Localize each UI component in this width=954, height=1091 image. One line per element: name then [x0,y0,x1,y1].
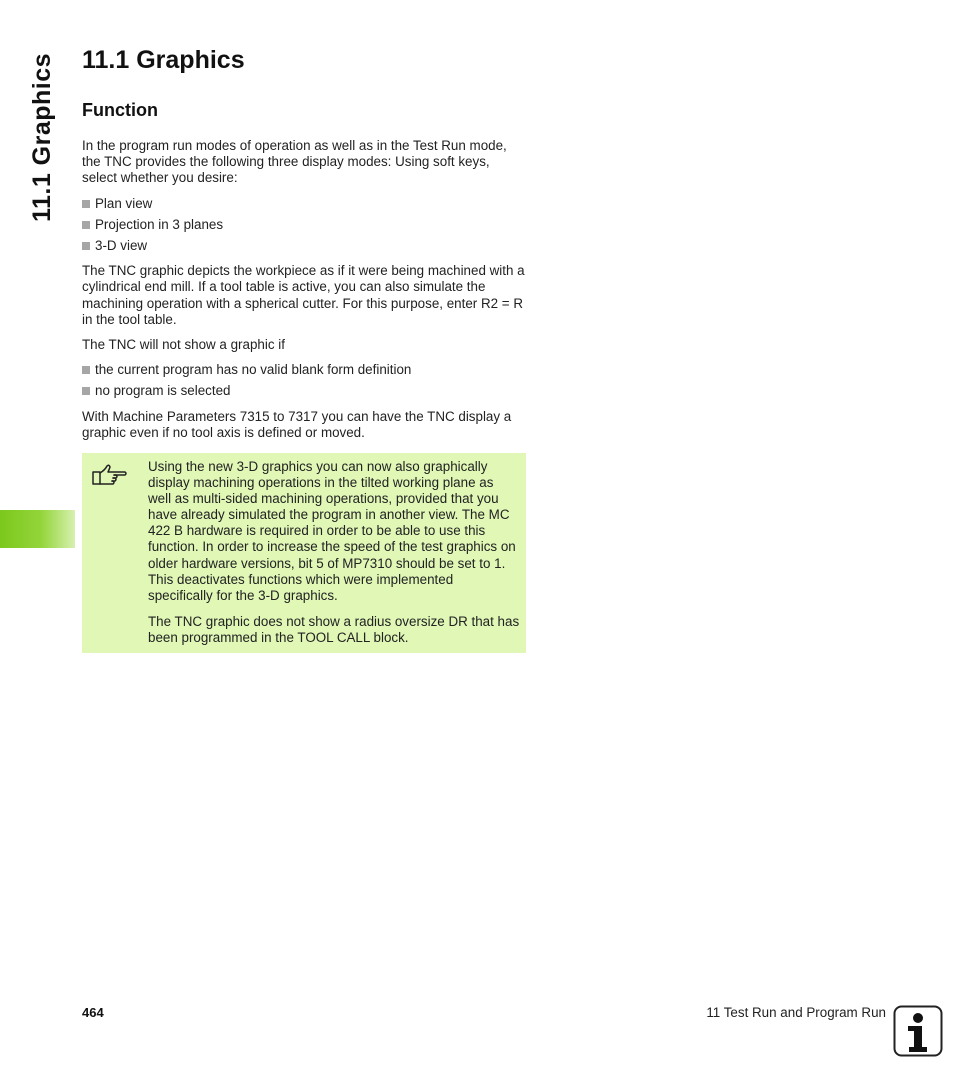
square-bullet-icon [82,242,90,250]
square-bullet-icon [82,387,90,395]
pointing-hand-icon [92,463,128,489]
display-modes-list [82,196,527,255]
list-item: Projection in 3 planes [82,217,527,233]
info-icon [893,1005,943,1057]
note-paragraph: The TNC graphic does not show a radius oversize DR that has been programmed in the TOOL CALL block. [148,613,520,645]
no-graphic-paragraph: The TNC will not show a graphic if [82,337,285,353]
page-title: 11.1 Graphics [82,46,245,74]
note-paragraph: Using the new 3-D graphics you can now also graphically display machining operations in the tilted working plane as well as multi-sided machining operations, provided that you have already simulated the program in another view. The MC 422 B hardware is required in order to be able to use this function. In order to increase the speed of the test graphics on older hardware versions, bit 5 of MP7310 should be set to 1. This deactivates functions which were implemented specifically for the 3-D graphics. [148,459,516,603]
square-bullet-icon [82,200,90,208]
note-box [82,453,526,653]
conditions-list [82,362,527,399]
note-text [148,459,520,656]
list-item: no program is selected [82,383,527,399]
square-bullet-icon [82,221,90,229]
intro-paragraph: In the program run modes of operation as well as in the Test Run mode, the TNC provides the following three display modes: Using soft keys, select whether you desire: [82,138,507,186]
list-item: 3-D view [82,238,527,254]
chapter-tab-marker [0,510,75,548]
side-chapter-title-text: 11.1 Graphics [28,52,57,223]
list-item: Plan view [82,196,527,212]
chapter-footer: 11 Test Run and Program Run [706,1005,886,1020]
page-number: 464 [82,1005,104,1020]
graphic-description-paragraph: The TNC graphic depicts the workpiece as if it were being machined with a cylindrical end mill. If a tool table is active, you can also simulate the machining operation with a spherical cutter. For this purpose, enter R2 = R in the tool table. [82,263,525,327]
section-heading: Function [82,100,158,120]
square-bullet-icon [82,366,90,374]
machine-parameters-paragraph: With Machine Parameters 7315 to 7317 you can have the TNC display a graphic even if no tool axis is defined or moved. [82,408,512,440]
list-item: the current program has no valid blank form definition [82,362,527,378]
main-content [82,138,527,450]
side-chapter-title [28,50,58,225]
